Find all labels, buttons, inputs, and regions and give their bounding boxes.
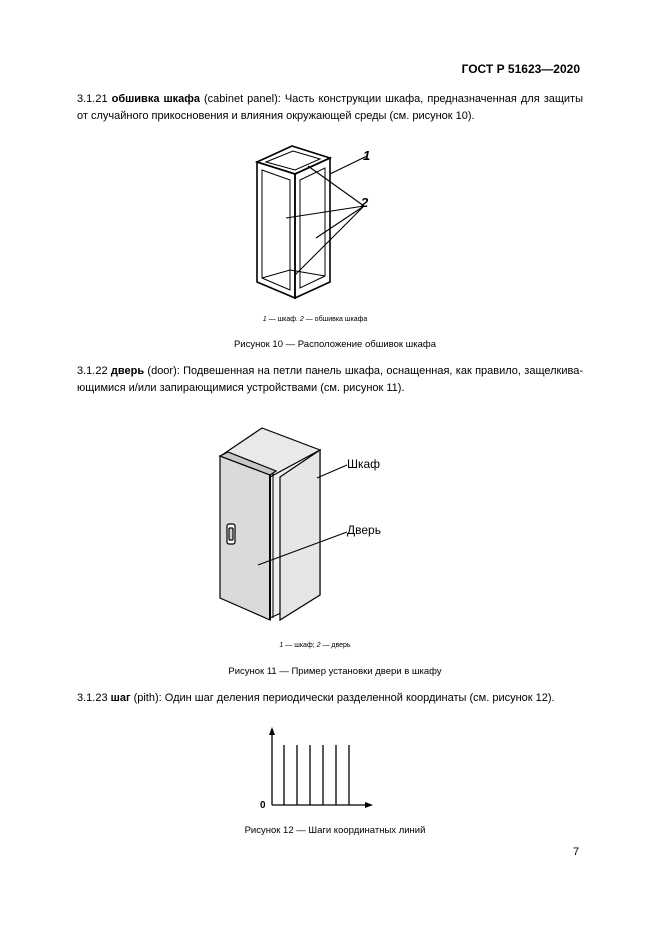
leader-line-1 <box>330 156 367 174</box>
front-panel <box>300 168 325 288</box>
pitch-lines <box>284 745 349 805</box>
figure-11-caption: Рисунок 11 — Пример установки двери в шкафу <box>228 666 442 677</box>
section-3-1-21 <box>77 91 583 125</box>
section-text: (door): Подвешенная на петли панель шкафа, оснащенная, как правило, защелкивающимися и/или запирающимися устройствами (см. рисунок 11). <box>77 365 584 394</box>
section-term: шаг <box>110 692 131 704</box>
section-number: 3.1.21 <box>77 93 108 105</box>
x-axis-arrow <box>365 802 373 808</box>
figure-10-cabinet-panels <box>240 140 390 300</box>
page-number: 7 <box>573 846 580 858</box>
figure-11-legend: 1 — шкаф; 2 — дверь <box>279 642 351 649</box>
leader-line-cabinet <box>317 465 347 478</box>
y-axis-arrow <box>269 727 275 735</box>
figure-12-caption: Рисунок 12 — Шаги координатных линий <box>244 825 426 836</box>
origin-label: 0 <box>260 800 266 811</box>
section-term: обшивка шкафа <box>111 93 200 105</box>
section-text: (cabinet panel): Часть конструкции шкафа, предназначенная для защиты от случайного прикосновения и влияния окружающей среды (см. рисунок 10). <box>77 93 583 122</box>
section-text: (pith): Один шаг деления периодически разделенной координаты (см. рисунок 12). <box>130 692 555 704</box>
leader-line-2a <box>308 166 364 206</box>
left-panel <box>262 170 290 290</box>
figure-12-coordinate-lines <box>255 725 375 815</box>
figure-10-legend: 1 — шкаф. 2 — обшивка шкафа <box>262 316 368 323</box>
section-number: 3.1.22 <box>77 365 108 377</box>
label-door: Дверь <box>347 523 381 537</box>
figure-label-1: 1 <box>363 148 371 163</box>
figure-11-cabinet-door <box>210 420 400 630</box>
section-3-1-22 <box>77 363 583 397</box>
section-number: 3.1.23 <box>77 692 108 704</box>
section-term: дверь <box>110 365 145 377</box>
figure-label-2: 2 <box>361 195 369 210</box>
section-3-1-23 <box>77 690 583 707</box>
leader-line-2c <box>316 206 364 238</box>
label-cabinet: Шкаф <box>347 457 381 471</box>
figure-10-caption: Рисунок 10 — Расположение обшивок шкафа <box>233 339 437 350</box>
standard-header: ГОСТ Р 51623—2020 <box>461 62 580 76</box>
